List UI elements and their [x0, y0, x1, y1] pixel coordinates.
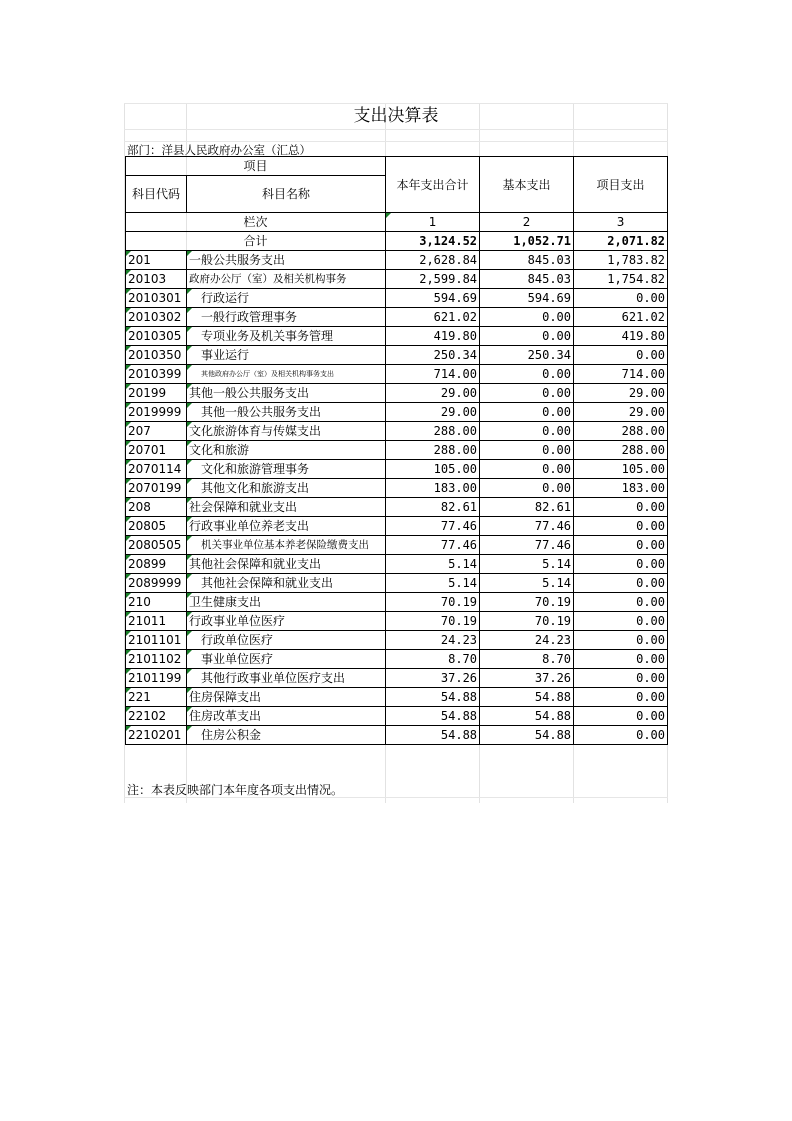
table-row [126, 726, 668, 745]
table-row [126, 308, 668, 327]
grid-line [124, 129, 668, 130]
table-row [126, 251, 668, 270]
row-project: 0.00 [574, 498, 668, 517]
row-project: 0.00 [574, 631, 668, 650]
row-code: 2010301 [126, 289, 187, 308]
table-row [126, 574, 668, 593]
row-basic: 0.00 [480, 441, 574, 460]
row-project: 0.00 [574, 517, 668, 536]
table-row [126, 498, 668, 517]
row-total: 8.70 [386, 650, 480, 669]
row-name: 一般公共服务支出 [187, 251, 386, 270]
table-row [126, 384, 668, 403]
row-code: 2080505 [126, 536, 187, 555]
row-name: 政府办公厅（室）及相关机构事务 [187, 270, 386, 289]
row-basic: 54.88 [480, 688, 574, 707]
row-name: 社会保障和就业支出 [187, 498, 386, 517]
row-total: 77.46 [386, 536, 480, 555]
table-row [126, 365, 668, 384]
row-name: 事业运行 [187, 346, 386, 365]
row-name: 事业单位医疗 [187, 650, 386, 669]
row-code: 2101102 [126, 650, 187, 669]
row-basic: 5.14 [480, 555, 574, 574]
row-code: 207 [126, 422, 187, 441]
row-project: 183.00 [574, 479, 668, 498]
row-total: 250.34 [386, 346, 480, 365]
row-total: 183.00 [386, 479, 480, 498]
row-name: 机关事业单位基本养老保险缴费支出 [187, 536, 386, 555]
row-project: 714.00 [574, 365, 668, 384]
row-project: 0.00 [574, 688, 668, 707]
table-row [126, 517, 668, 536]
row-code: 2019999 [126, 403, 187, 422]
row-total: 419.80 [386, 327, 480, 346]
row-basic: 70.19 [480, 593, 574, 612]
row-basic: 0.00 [480, 422, 574, 441]
totals-project: 2,071.82 [574, 232, 668, 251]
row-basic: 77.46 [480, 536, 574, 555]
row-name: 其他社会保障和就业支出 [187, 555, 386, 574]
row-code: 2070199 [126, 479, 187, 498]
row-code: 2010350 [126, 346, 187, 365]
row-basic: 54.88 [480, 726, 574, 745]
row-total: 77.46 [386, 517, 480, 536]
table-row [126, 536, 668, 555]
row-project: 0.00 [574, 289, 668, 308]
row-basic: 54.88 [480, 707, 574, 726]
row-basic: 77.46 [480, 517, 574, 536]
row-code: 2010302 [126, 308, 187, 327]
row-total: 288.00 [386, 441, 480, 460]
row-basic: 594.69 [480, 289, 574, 308]
row-basic: 70.19 [480, 612, 574, 631]
row-basic: 82.61 [480, 498, 574, 517]
row-project: 0.00 [574, 346, 668, 365]
table-row [126, 403, 668, 422]
row-total: 70.19 [386, 593, 480, 612]
row-project: 621.02 [574, 308, 668, 327]
row-total: 5.14 [386, 555, 480, 574]
row-project: 29.00 [574, 384, 668, 403]
row-basic: 250.34 [480, 346, 574, 365]
row-basic: 0.00 [480, 327, 574, 346]
row-total: 5.14 [386, 574, 480, 593]
page-title: 支出决算表 [353, 106, 439, 126]
totals-total: 3,124.52 [386, 232, 480, 251]
row-name: 其他行政事业单位医疗支出 [187, 669, 386, 688]
row-total: 29.00 [386, 403, 480, 422]
row-total: 288.00 [386, 422, 480, 441]
row-name: 行政运行 [187, 289, 386, 308]
table-row [126, 631, 668, 650]
row-basic: 0.00 [480, 365, 574, 384]
footnote: 注：本表反映部门本年度各项支出情况。 [127, 783, 344, 797]
table-row [126, 422, 668, 441]
grid-line [124, 797, 668, 798]
row-basic: 0.00 [480, 479, 574, 498]
row-name: 其他文化和旅游支出 [187, 479, 386, 498]
row-name: 文化和旅游管理事务 [187, 460, 386, 479]
row-project: 1,783.82 [574, 251, 668, 270]
row-name: 行政事业单位养老支出 [187, 517, 386, 536]
table-row [126, 669, 668, 688]
row-code: 21011 [126, 612, 187, 631]
row-code: 20899 [126, 555, 187, 574]
row-project: 0.00 [574, 536, 668, 555]
department-label: 部门：洋县人民政府办公室（汇总） [127, 143, 311, 157]
row-name: 专项业务及机关事务管理 [187, 327, 386, 346]
row-code: 2010305 [126, 327, 187, 346]
row-basic: 5.14 [480, 574, 574, 593]
row-code: 2101199 [126, 669, 187, 688]
row-basic: 845.03 [480, 270, 574, 289]
row-project: 288.00 [574, 441, 668, 460]
row-total: 714.00 [386, 365, 480, 384]
row-project: 1,754.82 [574, 270, 668, 289]
row-name: 其他政府办公厅（室）及相关机构事务支出 [187, 365, 386, 384]
table-row [126, 707, 668, 726]
expenditure-table [125, 156, 668, 745]
table-row [126, 650, 668, 669]
grid-line [124, 141, 668, 142]
row-project: 105.00 [574, 460, 668, 479]
row-total: 37.26 [386, 669, 480, 688]
table-row [126, 327, 668, 346]
row-code: 22102 [126, 707, 187, 726]
header-basic: 基本支出 [480, 157, 574, 213]
row-name: 住房改革支出 [187, 707, 386, 726]
row-name: 文化旅游体育与传媒支出 [187, 422, 386, 441]
row-project: 0.00 [574, 669, 668, 688]
row-project: 0.00 [574, 612, 668, 631]
row-name: 文化和旅游 [187, 441, 386, 460]
header-project: 项目支出 [574, 157, 668, 213]
header-col3: 3 [574, 213, 668, 232]
row-total: 54.88 [386, 707, 480, 726]
table-row [126, 346, 668, 365]
row-code: 210 [126, 593, 187, 612]
row-project: 29.00 [574, 403, 668, 422]
table-row [126, 270, 668, 289]
header-col-index: 栏次 [126, 213, 386, 232]
header-col2: 2 [480, 213, 574, 232]
table-row [126, 593, 668, 612]
row-code: 2010399 [126, 365, 187, 384]
table-row [126, 688, 668, 707]
table-row [126, 612, 668, 631]
row-code: 20701 [126, 441, 187, 460]
row-code: 20199 [126, 384, 187, 403]
row-code: 2070114 [126, 460, 187, 479]
row-name: 其他一般公共服务支出 [187, 384, 386, 403]
row-basic: 0.00 [480, 384, 574, 403]
row-name: 其他一般公共服务支出 [187, 403, 386, 422]
row-project: 419.80 [574, 327, 668, 346]
row-project: 0.00 [574, 555, 668, 574]
row-basic: 0.00 [480, 403, 574, 422]
row-code: 201 [126, 251, 187, 270]
table-row [126, 289, 668, 308]
header-code: 科目代码 [126, 176, 187, 213]
row-project: 0.00 [574, 726, 668, 745]
row-total: 594.69 [386, 289, 480, 308]
row-basic: 24.23 [480, 631, 574, 650]
row-name: 一般行政管理事务 [187, 308, 386, 327]
row-basic: 0.00 [480, 460, 574, 479]
totals-label: 合计 [126, 232, 386, 251]
table-row [126, 441, 668, 460]
header-item: 项目 [126, 157, 386, 176]
row-project: 0.00 [574, 593, 668, 612]
row-name: 卫生健康支出 [187, 593, 386, 612]
row-total: 70.19 [386, 612, 480, 631]
row-project: 0.00 [574, 707, 668, 726]
row-code: 2210201 [126, 726, 187, 745]
row-code: 20103 [126, 270, 187, 289]
row-basic: 8.70 [480, 650, 574, 669]
row-total: 2,599.84 [386, 270, 480, 289]
table-row [126, 460, 668, 479]
row-total: 105.00 [386, 460, 480, 479]
row-project: 288.00 [574, 422, 668, 441]
header-name: 科目名称 [187, 176, 386, 213]
row-code: 20805 [126, 517, 187, 536]
row-basic: 0.00 [480, 308, 574, 327]
row-name: 其他社会保障和就业支出 [187, 574, 386, 593]
row-code: 2101101 [126, 631, 187, 650]
row-total: 2,628.84 [386, 251, 480, 270]
row-code: 2089999 [126, 574, 187, 593]
header-col1: 1 [386, 213, 480, 232]
header-total: 本年支出合计 [386, 157, 480, 213]
row-basic: 37.26 [480, 669, 574, 688]
table-row [126, 479, 668, 498]
row-total: 29.00 [386, 384, 480, 403]
table-row [126, 555, 668, 574]
row-total: 54.88 [386, 688, 480, 707]
row-total: 24.23 [386, 631, 480, 650]
row-name: 行政事业单位医疗 [187, 612, 386, 631]
row-project: 0.00 [574, 650, 668, 669]
row-basic: 845.03 [480, 251, 574, 270]
row-name: 住房公积金 [187, 726, 386, 745]
row-code: 208 [126, 498, 187, 517]
row-project: 0.00 [574, 574, 668, 593]
row-total: 621.02 [386, 308, 480, 327]
row-total: 82.61 [386, 498, 480, 517]
row-name: 住房保障支出 [187, 688, 386, 707]
row-name: 行政单位医疗 [187, 631, 386, 650]
totals-basic: 1,052.71 [480, 232, 574, 251]
row-code: 221 [126, 688, 187, 707]
row-total: 54.88 [386, 726, 480, 745]
